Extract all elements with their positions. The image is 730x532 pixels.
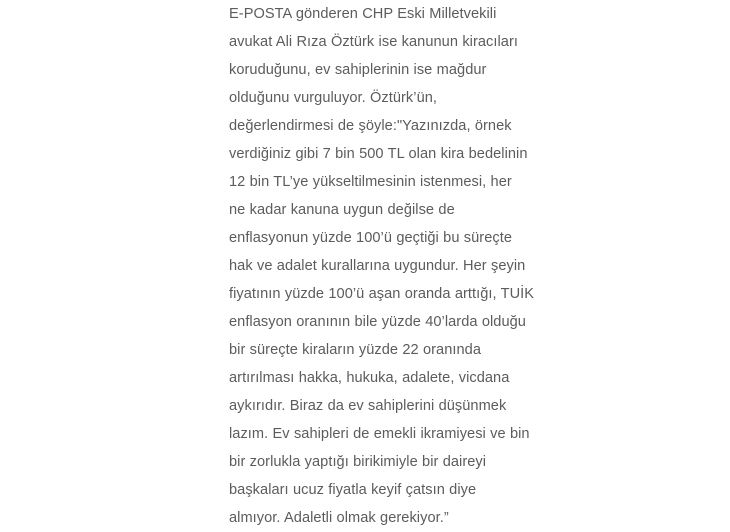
text-line: 12 bin TL’ye yükseltilmesinin istenmesi, her: [229, 174, 512, 190]
article-body: [229, 0, 535, 532]
text-line: E-POSTA gönderen CHP Eski Milletvekili: [229, 6, 497, 22]
text-line: hak ve adalet kurallarına uygundur. Her şeyin: [229, 258, 526, 274]
article-paragraph: [229, 0, 535, 532]
text-line: enflasyon oranının bile yüzde 40’larda olduğu: [229, 314, 526, 330]
text-line: verdiğiniz gibi 7 bin 500 TL olan kira bedelinin: [229, 146, 528, 162]
text-line: avukat Ali Rıza Öztürk ise kanunun kiracıları: [229, 34, 518, 50]
text-line: artırılması hakka, hukuka, adalete, vicdana: [229, 370, 510, 386]
text-line: koruduğunu, ev sahiplerinin ise mağdur: [229, 62, 487, 78]
text-line: ne kadar kanuna uygun değilse de: [229, 202, 455, 218]
text-line: bir zorlukla yaptığı birikimiyle bir daireyi: [229, 454, 487, 470]
text-line: olduğunu vurguluyor. Öztürk’ün,: [229, 90, 438, 106]
text-line: bir süreçte kiraların yüzde 22 oranında: [229, 342, 481, 358]
text-line: almıyor. Adaletli olmak gerekiyor.”: [229, 510, 449, 526]
text-line: değerlendirmesi de şöyle:"Yazınızda, örnek: [229, 118, 512, 134]
text-line: fiyatının yüzde 100’ü aşan oranda arttığı, TUİK: [229, 286, 535, 302]
text-line: lazım. Ev sahipleri de emekli ikramiyesi ve bin: [229, 426, 530, 442]
text-line: enflasyonun yüzde 100’ü geçtiği bu süreçte: [229, 230, 513, 246]
text-line: başkaları ucuz fiyatla keyif çatsın diye: [229, 482, 477, 498]
text-line: aykırıdır. Biraz da ev sahiplerini düşünmek: [229, 398, 507, 414]
